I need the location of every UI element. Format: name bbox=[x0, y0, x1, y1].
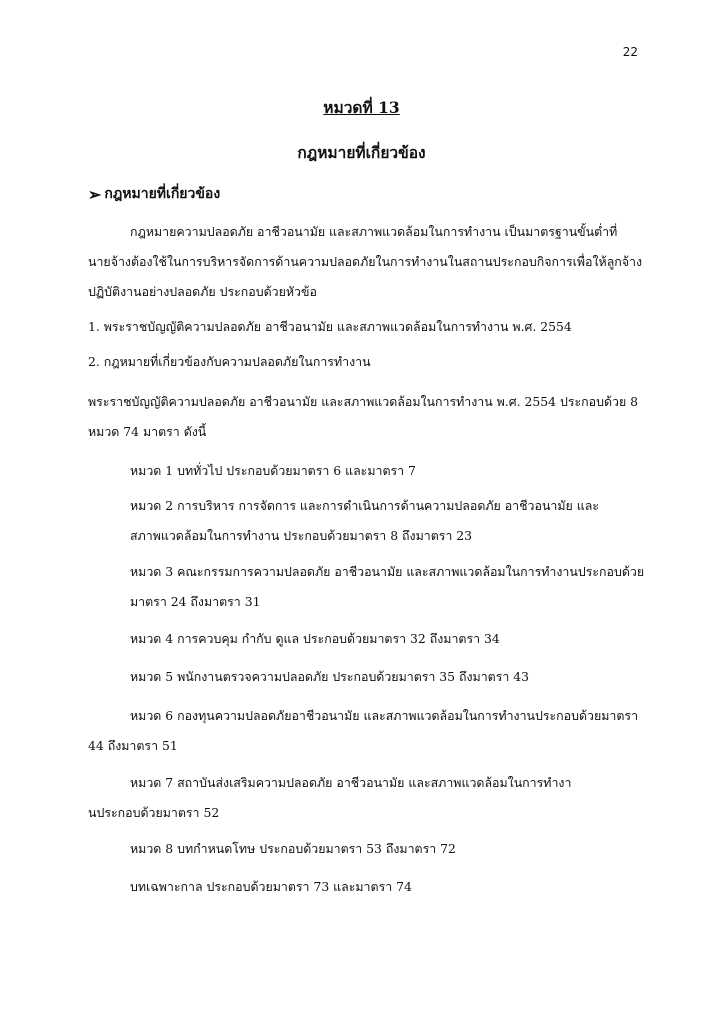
chapter-subtitle: กฎหมายที่เกี่ยวข้อง bbox=[297, 143, 426, 162]
page-number: 22 bbox=[622, 45, 638, 59]
chapter-item: หมวด 2 การบริหาร การจัดการ และการดำเนินการด้านความปลอดภัย อาชีวอนามัย และ bbox=[130, 498, 599, 513]
act-summary-line: พระราชบัญญัติความปลอดภัย อาชีวอนามัย และสภาพแวดล้อมในการทำงาน พ.ศ. 2554 ประกอบด้วย 8 bbox=[88, 394, 639, 409]
chapter-title: หมวดที่ 13 bbox=[323, 98, 400, 117]
section-heading bbox=[88, 183, 220, 205]
arrow-right-icon: ➢ bbox=[88, 184, 102, 204]
act-summary-line: หมวด 74 มาตรา ดังนี้ bbox=[88, 424, 207, 439]
intro-line: นายจ้างต้องใช้ในการบริหารจัดการด้านความปลอดภัยในการทำงานในสถานประกอบกิจการเพื่อให้ลูกจ้าง bbox=[88, 254, 643, 269]
chapter-item-continued: 44 ถึงมาตรา 51 bbox=[88, 738, 178, 753]
intro-line: กฎหมายความปลอดภัย อาชีวอนามัย และสภาพแวดล้อมในการทำงาน เป็นมาตรฐานขั้นต่ำที่ bbox=[130, 224, 618, 239]
intro-line: ปฏิบัติงานอย่างปลอดภัย ประกอบด้วยหัวข้อ bbox=[88, 284, 317, 299]
chapter-item: หมวด 7 สถาบันส่งเสริมความปลอดภัย อาชีวอนามัย และสภาพแวดล้อมในการทำงา bbox=[130, 775, 572, 790]
list-item: 2. กฎหมายที่เกี่ยวข้องกับความปลอดภัยในการทำงาน bbox=[88, 354, 371, 369]
chapter-item: หมวด 5 พนักงานตรวจความปลอดภัย ประกอบด้วยมาตรา 35 ถึงมาตรา 43 bbox=[130, 669, 530, 684]
chapter-item: หมวด 3 คณะกรรมการความปลอดภัย อาชีวอนามัย และสภาพแวดล้อมในการทำงานประกอบด้วย bbox=[130, 564, 645, 579]
chapter-item-continued: นประกอบด้วยมาตรา 52 bbox=[88, 805, 220, 820]
chapter-item: หมวด 1 บททั่วไป ประกอบด้วยมาตรา 6 และมาตรา 7 bbox=[130, 463, 416, 478]
chapter-item: หมวด 8 บทกำหนดโทษ ประกอบด้วยมาตรา 53 ถึงมาตรา 72 bbox=[130, 841, 456, 856]
section-heading-text: กฎหมายที่เกี่ยวข้อง bbox=[104, 186, 221, 202]
chapter-item: หมวด 4 การควบคุม กำกับ ดูแล ประกอบด้วยมาตรา 32 ถึงมาตรา 34 bbox=[130, 631, 500, 646]
chapter-item-continued: มาตรา 24 ถึงมาตรา 31 bbox=[130, 594, 261, 609]
chapter-item: บทเฉพาะกาล ประกอบด้วยมาตรา 73 และมาตรา 74 bbox=[130, 879, 412, 894]
chapter-item-continued: สภาพแวดล้อมในการทำงาน ประกอบด้วยมาตรา 8 ถึงมาตรา 23 bbox=[130, 528, 473, 543]
chapter-item: หมวด 6 กองทุนความปลอดภัยอาชีวอนามัย และสภาพแวดล้อมในการทำงานประกอบด้วยมาตรา bbox=[130, 708, 639, 723]
list-item: 1. พระราชบัญญัติความปลอดภัย อาชีวอนามัย และสภาพแวดล้อมในการทำงาน พ.ศ. 2554 bbox=[88, 319, 572, 334]
